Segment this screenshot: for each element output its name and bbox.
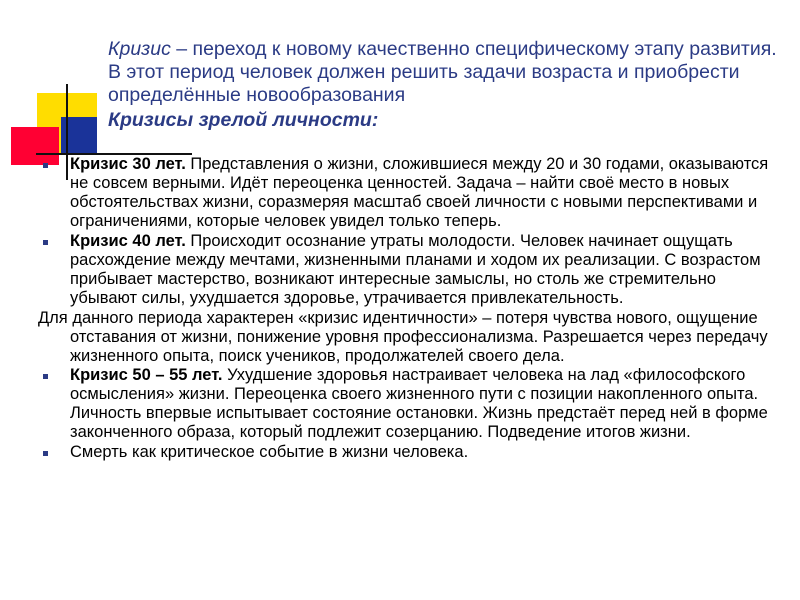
slide-subtitle: Кризисы зрелой личности: — [108, 109, 379, 131]
bullet-icon — [43, 240, 48, 245]
definition — [108, 38, 788, 107]
term: Кризис — [108, 38, 171, 60]
slide-body — [38, 155, 783, 463]
list-item — [38, 443, 783, 462]
item-label: Кризис 40 лет. — [70, 232, 186, 250]
item-text: Смерть как критическое событие в жизни человека. — [70, 443, 469, 461]
item-text: Представления о жизни, сложившиеся между 20 и 30 годами, оказываются не совсем верными. Идёт переоценка ценностей. Задача – найти своё место в новых обстоятельствах жизни, соразмеряя масштаб своей личности с новыми перспективами и ограничениями, которые человек увидел только теперь. — [70, 155, 769, 230]
bullet-icon — [43, 451, 48, 456]
definition-text: – переход к новому качественно специфическому этапу развития. В этот период человек должен решить задачи возраста и приобрести определённые новообразования — [108, 38, 777, 106]
item-text: Ухудшение здоровья настраивает человека на лад «философского осмысления» жизни. Переоценка своего жизненного пути с позиции накопленного опыта. Личность впервые испытывает состояние остановки. Жизнь предстаёт перед ней в форме законченного образа, который подлежит созерцанию. Подведение итогов жизни. — [70, 366, 768, 441]
item-text: Происходит осознание утраты молодости. Человек начинает ощущать расхождение между мечтами, жизненными планами и ходом их реализации. С возрастом прибывает мастерство, возникают интересные замыслы, но столь же стремительно убывают силы, ухудшается здоровье, утрачивается привлекательность. — [70, 232, 761, 307]
bullet-icon — [43, 374, 48, 379]
bullet-icon — [43, 163, 48, 168]
paragraph: Для данного периода характерен «кризис идентичности» – потеря чувства нового, ощущение отставания от жизни, понижение уровня профессионализма. Разрешается через передачу жизненного опыта, поиск учеников, продолжателей своего дела. — [38, 309, 768, 365]
slide-header — [108, 38, 788, 132]
list-item — [38, 366, 783, 442]
item-label: Кризис 30 лет. — [70, 155, 186, 173]
list-item — [38, 155, 783, 231]
list-item — [38, 232, 783, 308]
item-label: Кризис 50 – 55 лет. — [70, 366, 223, 384]
